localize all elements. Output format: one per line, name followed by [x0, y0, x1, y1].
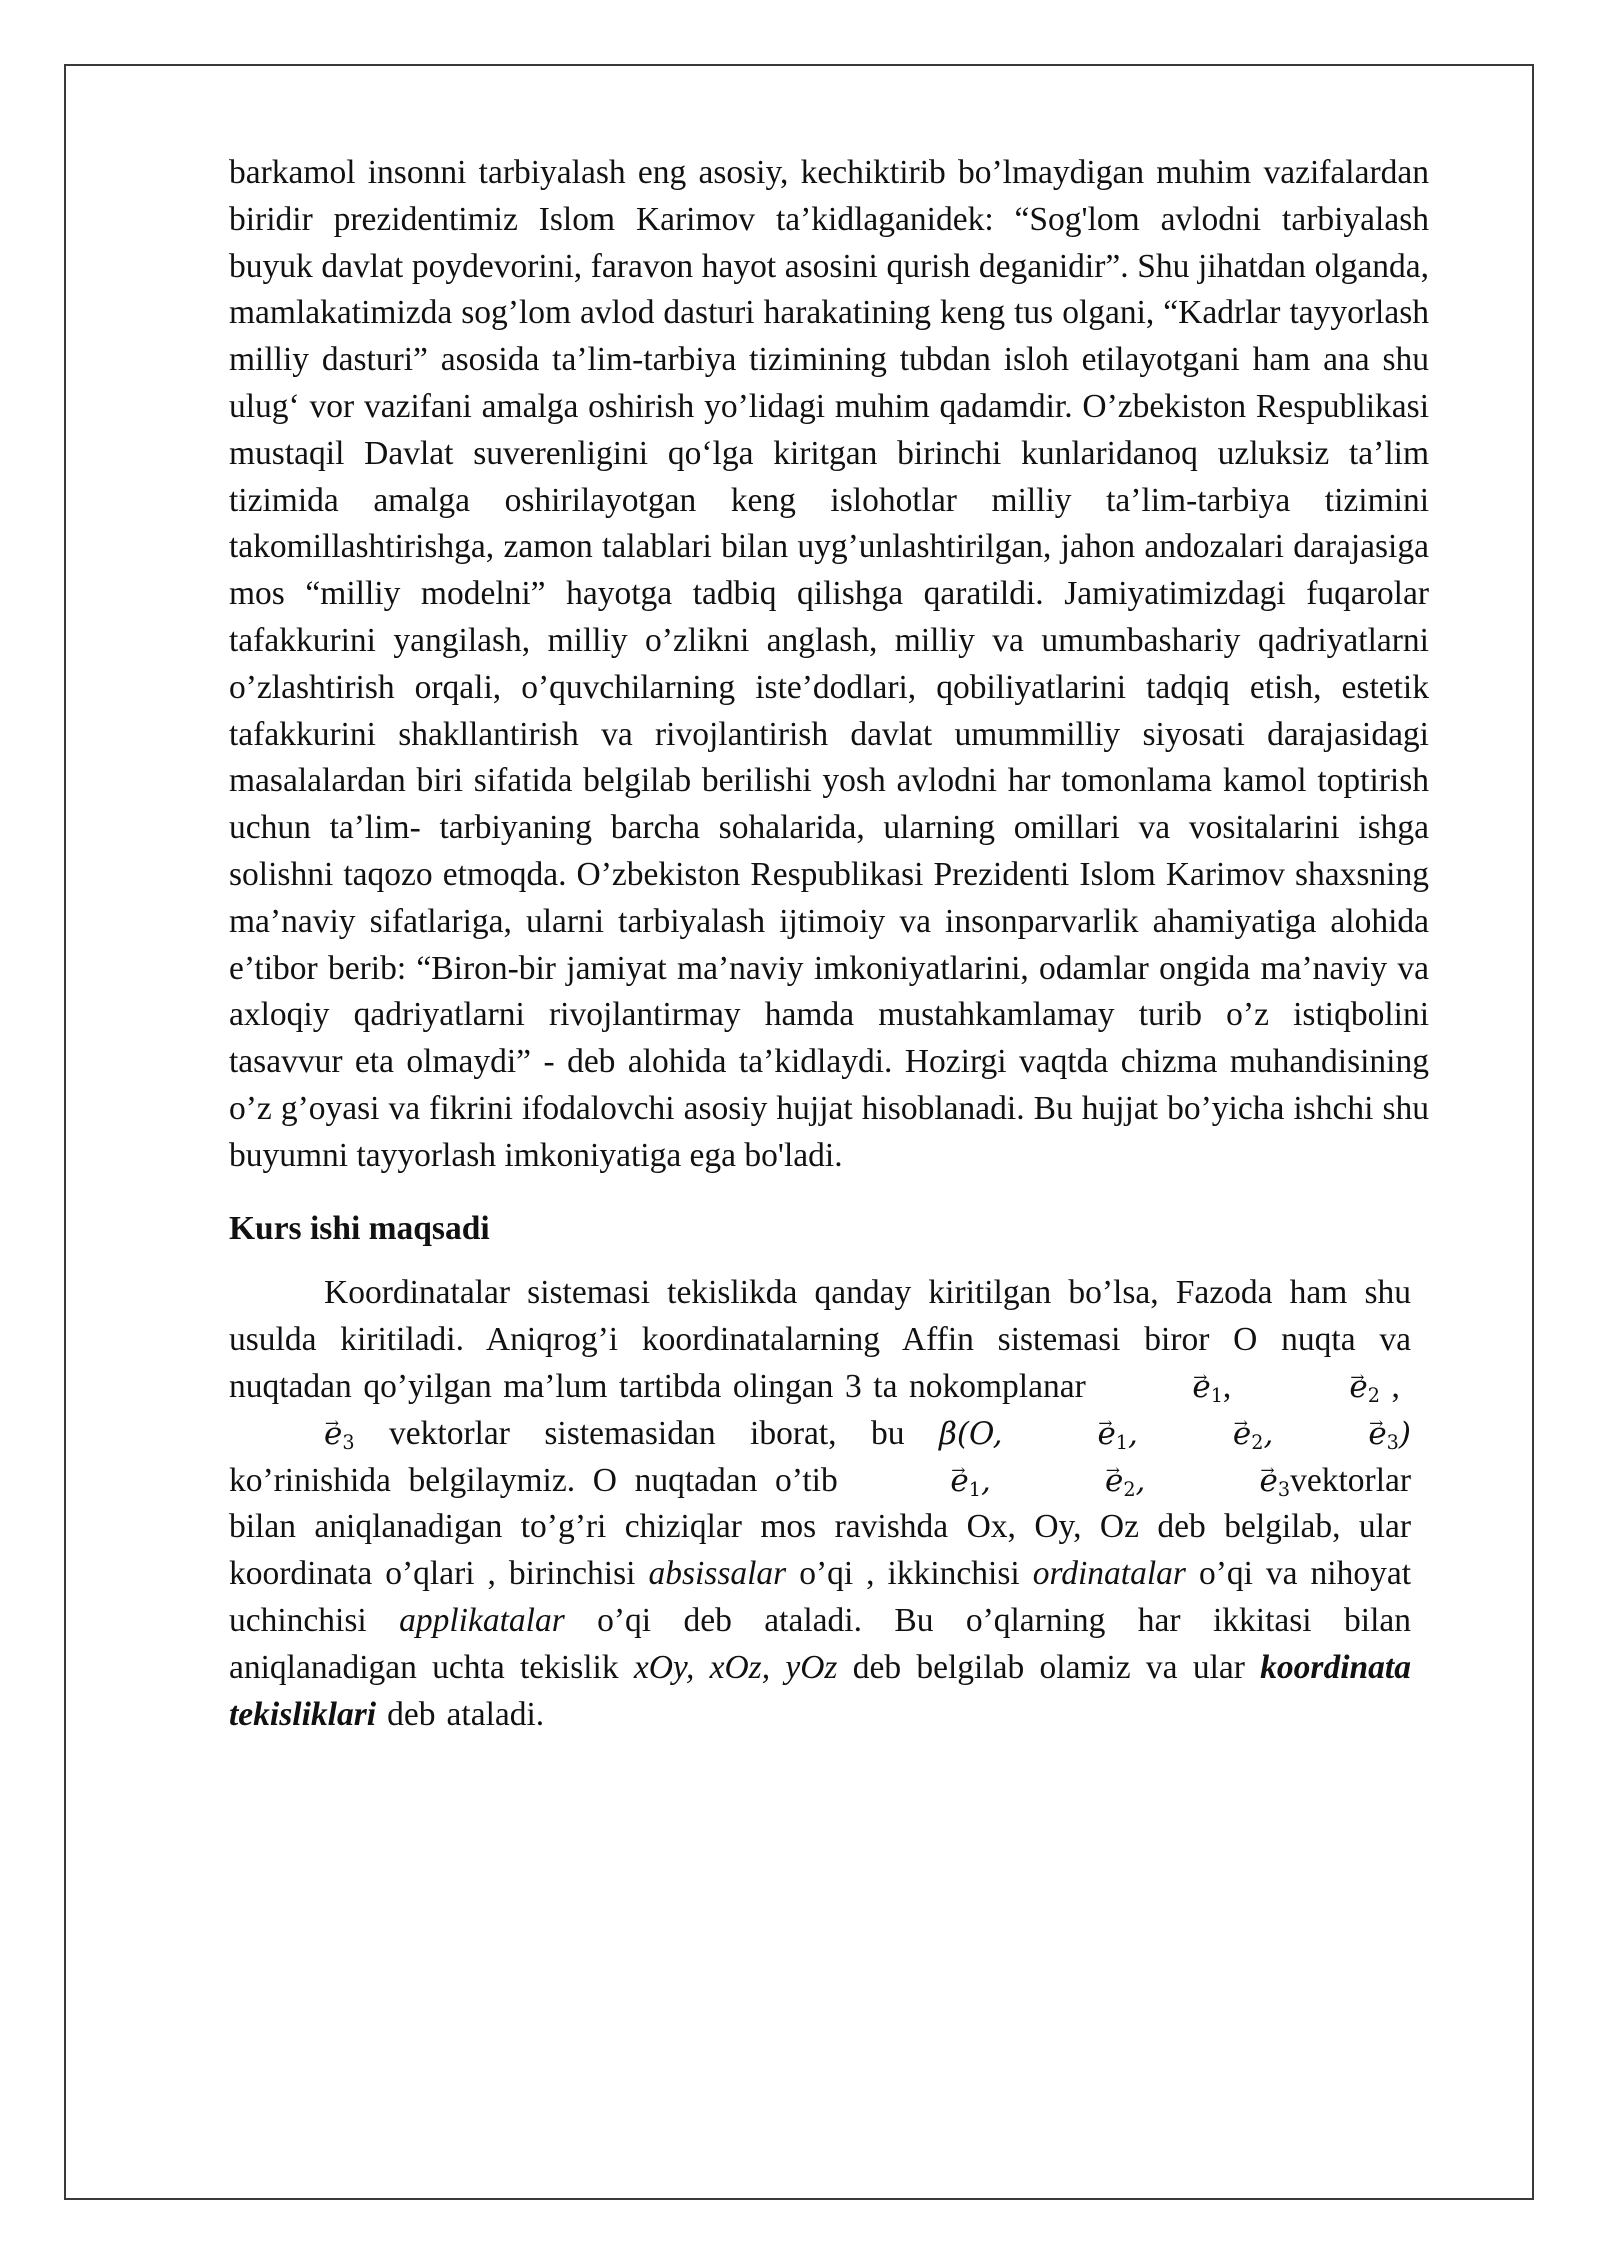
text-segment: o’qi va nihoyat uchinchisi: [229, 1555, 1412, 1639]
term-ordinatalar: ordinatalar: [1032, 1555, 1186, 1593]
text-segment: o’qi , ikkinchisi: [799, 1555, 1020, 1593]
vector-e1: → $e_1$: [1097, 1369, 1223, 1405]
text-segment: deb ataladi.: [387, 1695, 545, 1733]
text-segment: vektorlar bilan aniqlanadigan to’g’ri chiziqlar mos ravishda Ox, Oy, Oz deb belgilab, ular koordinata o’qlari , birinchisi: [229, 1461, 1412, 1593]
plane-names: xOy, xOz, yOz: [633, 1648, 838, 1686]
term-koordinata-tekisliklari: koordinata tekisliklari: [229, 1648, 1411, 1733]
document-body: [229, 150, 1429, 1738]
text-segment: o’qi deb ataladi. Bu o’qlarning har ikkitasi bilan aniqlanadigan uchta tekislik: [229, 1601, 1411, 1686]
text-segment: ko’rinishida belgilaymiz. O nuqtadan o’tib: [229, 1461, 838, 1499]
body-paragraph: barkamol insonni tarbiyalash eng asosiy, kechiktirib bo’lmaydigan muhim vazifalardan biridir prezidentimiz Islom Karimov ta’kidlaganidek: “Sog'lom avlodni tarbiyalash buyuk davlat poydevorini, faravon hayot asosini qurish deganidir”. Shu jihatdan olganda, mamlakatimizda sog’lom avlod dasturi harakatining keng tus olgani, “Kadrlar tayyorlash milliy dasturi” asosida ta’lim-tarbiya tizimining tubdan isloh etilayotgani ham ana shu ulug‘ vor vazifani amalga oshirish yo’lidagi muhim qadamdir. O’zbekiston Respublikasi mustaqil Davlat suverenligini qo‘lga kiritgan birinchi kunlaridanoq uzluksiz ta’lim tizimida amalga oshirilayotgan keng islohotlar milliy ta’lim-tarbiya tizimini takomillashtirishga, zamon talablari bilan uyg’unlashtirilgan, jahon andozalari darajasiga mos “milliy modelni” hayotga tadbiq qilishga qaratildi. Jamiyatimizdagi fuqarolar tafakkurini yangilash, milliy o’zlikni anglash, milliy va umumbashariy qadriyatlarni o’zlashtirish orqali, o’quvchilarning iste’dodlari, qobiliyatlarini tadqiq etish, estetik tafakkurini shakllantirish va rivojlantirish davlat umummilliy siyosati darajasidagi masalalardan biri sifatida belgilab berilishi yosh avlodni har tomonlama kamol toptirish uchun ta’lim- tarbiyaning barcha sohalarida, ularning omillari va vositalarini ishga solishni taqozo etmoqda. O’zbekiston Respublikasi Prezidenti Islom Karimov shaxsning ma’naviy sifatlariga, ularni tarbiyalash ijtimoiy va insonparvarlik ahamiyatiga alohida e’tibor berib: “Biron-bir jamiyat ma’naviy imkoniyatlarini, odamlar ongida ma’naviy va axloqiy qadriyatlarni rivojlantirmay hamda mustahkamlamay turib o’z istiqbolini tasavvur eta olmaydi” - deb alohida ta’kidlaydi. Hozirgi vaqtda chizma muhandisining o’z g’oyasi va fikrini ifodalovchi asosiy hujjat hisoblanadi. Bu hujjat bo’yicha ishchi shu buyumni tayyorlash imkoniyatiga ega bo'ladi.: [229, 154, 1429, 1174]
text-segment: vektorlar sistemasidan iborat, bu: [389, 1414, 905, 1452]
coordinates-paragraph: Koordinatalar sistemasi tekislikda qanday kiritilgan bo’lsa, Fazoda ham shu usulda kiritiladi. Aniqrog’i koordinatalarning Affin sistemasi biror O nuqta va nuqtadan qo’yilgan ma’lum tartibda olingan 3 ta nokomplanar → $e_1$, → $e_2$ , → $e_3$ vektorlar sistemasidan iborat, bu $\beta(O,\to e_1,\to e_2,\to e_3)$ ko’rinishida belgilaymiz. O nuqtadan o’tib → $e_1$, → $e_2$, → $e_3vektorlar$ bilan aniqlanadigan to’g’ri chiziqlar mos ravishda Ox, Oy, Oz deb belgilab, ular koordinata o’qlari , birinchisi absissalar o’qi , ikkinchisi ordinatalar o’qi va nihoyat uchinchisi applikatalar o’qi deb ataladi. Bu o’qlarning har ikkitasi bilan aniqlanadigan uchta tekislik xOy, xOz, yOz deb belgilab olamiz va ular koordinata tekisliklari deb ataladi.: [229, 1270, 1411, 1738]
vector-e3: → $e_3$: [229, 1416, 355, 1452]
text-segment: Koordinatalar sistemasi tekislikda qanday kiritilgan bo’lsa, Fazoda ham shu usulda kiritiladi. Aniqrog’i koordinatalarning Affin sistemasi biror O nuqta va nuqtadan qo’yilgan ma’lum tartibda olingan 3 ta nokomplanar: [229, 1274, 1411, 1405]
term-absissalar: absissalar: [648, 1555, 787, 1593]
basis-notation: $\beta(O,\to e_1,\to e_2,\to e_3)$: [939, 1416, 1411, 1452]
text-segment: deb belgilab olamiz va ular: [852, 1648, 1245, 1686]
vectors-e1-e2-e3: → $e_1$, → $e_2$, → $e_3$: [855, 1463, 1290, 1499]
vector-e2: → $e_2$: [1254, 1369, 1380, 1405]
term-applikatalar: applikatalar: [399, 1601, 565, 1639]
section-heading: Kurs ishi maqsadi: [229, 1209, 490, 1247]
